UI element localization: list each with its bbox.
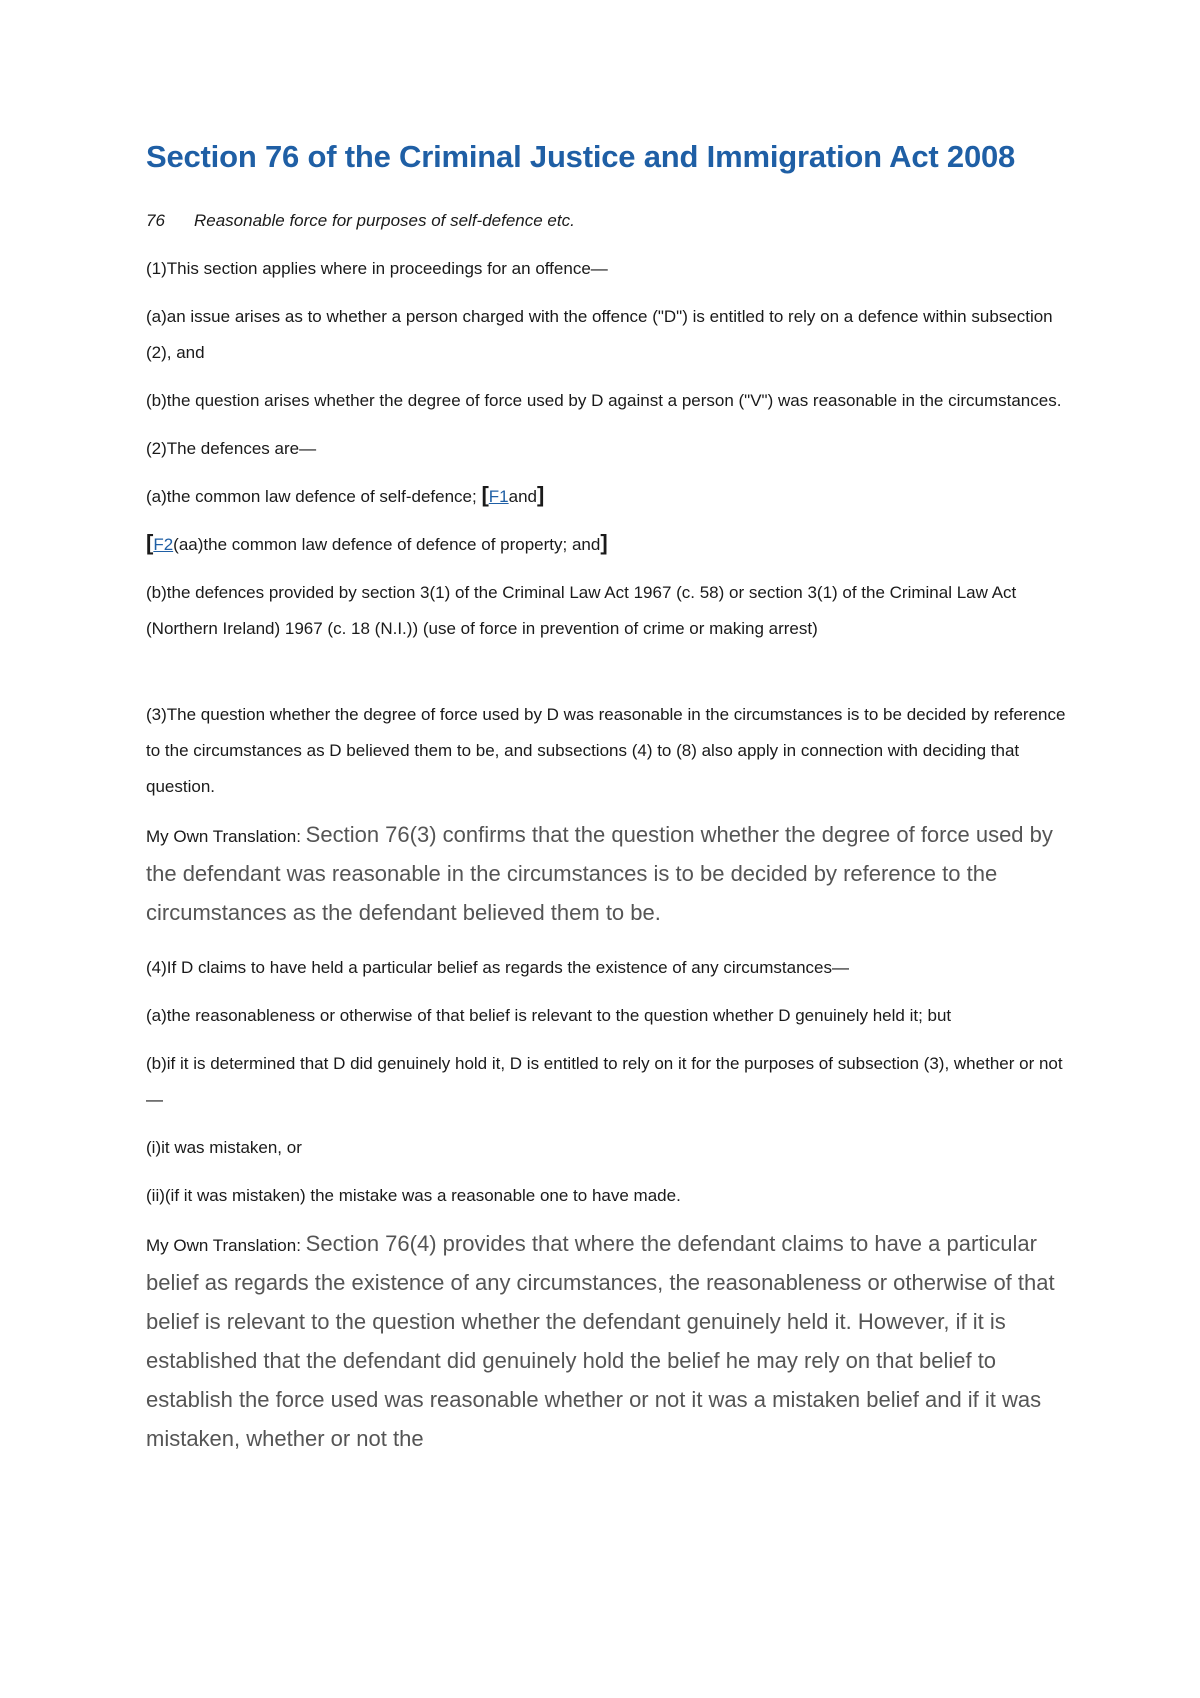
subsection-2-a	[146, 479, 1076, 515]
subsection-1-b: (b)the question arises whether the degree of force used by D against a person ("V") was reasonable in the circumstances.	[146, 390, 1062, 410]
translation-4	[146, 1226, 1076, 1460]
section-number: 76	[146, 211, 165, 231]
subsection-4-a: (a)the reasonableness or otherwise of that belief is relevant to the question whether D genuinely held it; but	[146, 1005, 952, 1025]
subsection-2: (2)The defences are—	[146, 438, 317, 458]
subsection-4: (4)If D claims to have held a particular belief as regards the existence of any circumstances—	[146, 957, 849, 977]
document-page	[146, 138, 1076, 1476]
subsection-2-aa-text: (aa)the common law defence of defence of property; and	[173, 534, 601, 554]
page-title: Section 76 of the Criminal Justice and Immigration Act 2008	[146, 139, 1016, 174]
translation-3	[146, 817, 1076, 934]
subsection-1: (1)This section applies where in proceedings for an offence—	[146, 258, 608, 278]
amendment-open-bracket: [	[146, 529, 154, 555]
amendment-close-bracket: ]	[600, 529, 608, 555]
subsection-1-a: (a)an issue arises as to whether a person charged with the offence ("D") is entitled to rely on a defence within subsection (2), and	[146, 306, 1053, 362]
amendment-open-bracket: [	[481, 481, 489, 507]
subsection-4-b: (b)if it is determined that D did genuinely hold it, D is entitled to rely on it for the purposes of subsection (3), whether or not—	[146, 1053, 1063, 1109]
section-heading-text: Reasonable force for purposes of self-defence etc.	[194, 211, 575, 231]
subsection-2-a-tail: and	[508, 486, 537, 506]
amendment-link-f2[interactable]: F2	[153, 534, 174, 554]
subsection-2-b: (b)the defences provided by section 3(1) of the Criminal Law Act 1967 (c. 58) or section 3(1) of the Criminal Law Act (Northern Ireland) 1967 (c. 18 (N.I.)) (use of force in prevention of crime or making arrest)	[146, 582, 1017, 638]
translation-text: Section 76(3) confirms that the question whether the degree of force used by the defendant was reasonable in the circumstances is to be decided by reference to the circumstances as the defendant believed them to be.	[146, 821, 1053, 925]
section-heading	[146, 209, 1076, 233]
translation-label: My Own Translation:	[146, 1235, 306, 1255]
amendment-link-f1[interactable]: F1	[488, 486, 509, 506]
subsection-2-a-text: (a)the common law defence of self-defence;	[146, 486, 482, 506]
translation-label: My Own Translation:	[146, 826, 306, 846]
spacer	[146, 659, 1076, 697]
subsection-4-i: (i)it was mistaken, or	[146, 1137, 302, 1157]
amendment-close-bracket: ]	[537, 481, 545, 507]
subsection-3: (3)The question whether the degree of force used by D was reasonable in the circumstances is to be decided by reference to the circumstances as D believed them to be, and subsections (4) to (8) also apply in connection with deciding that question.	[146, 704, 1066, 796]
subsection-2-aa	[146, 527, 1076, 563]
translation-text: Section 76(4) provides that where the defendant claims to have a particular belief as regards the existence of any circumstances, the reasonableness or otherwise of that belief is relevant to the question whether the defendant genuinely held it. However, if it is established that the defendant did genuinely hold the belief he may rely on that belief to establish the force used was reasonable whether or not it was a mistaken belief and if it was mistaken, whether or not the	[146, 1230, 1055, 1451]
subsection-4-ii: (ii)(if it was mistaken) the mistake was a reasonable one to have made.	[146, 1185, 681, 1205]
